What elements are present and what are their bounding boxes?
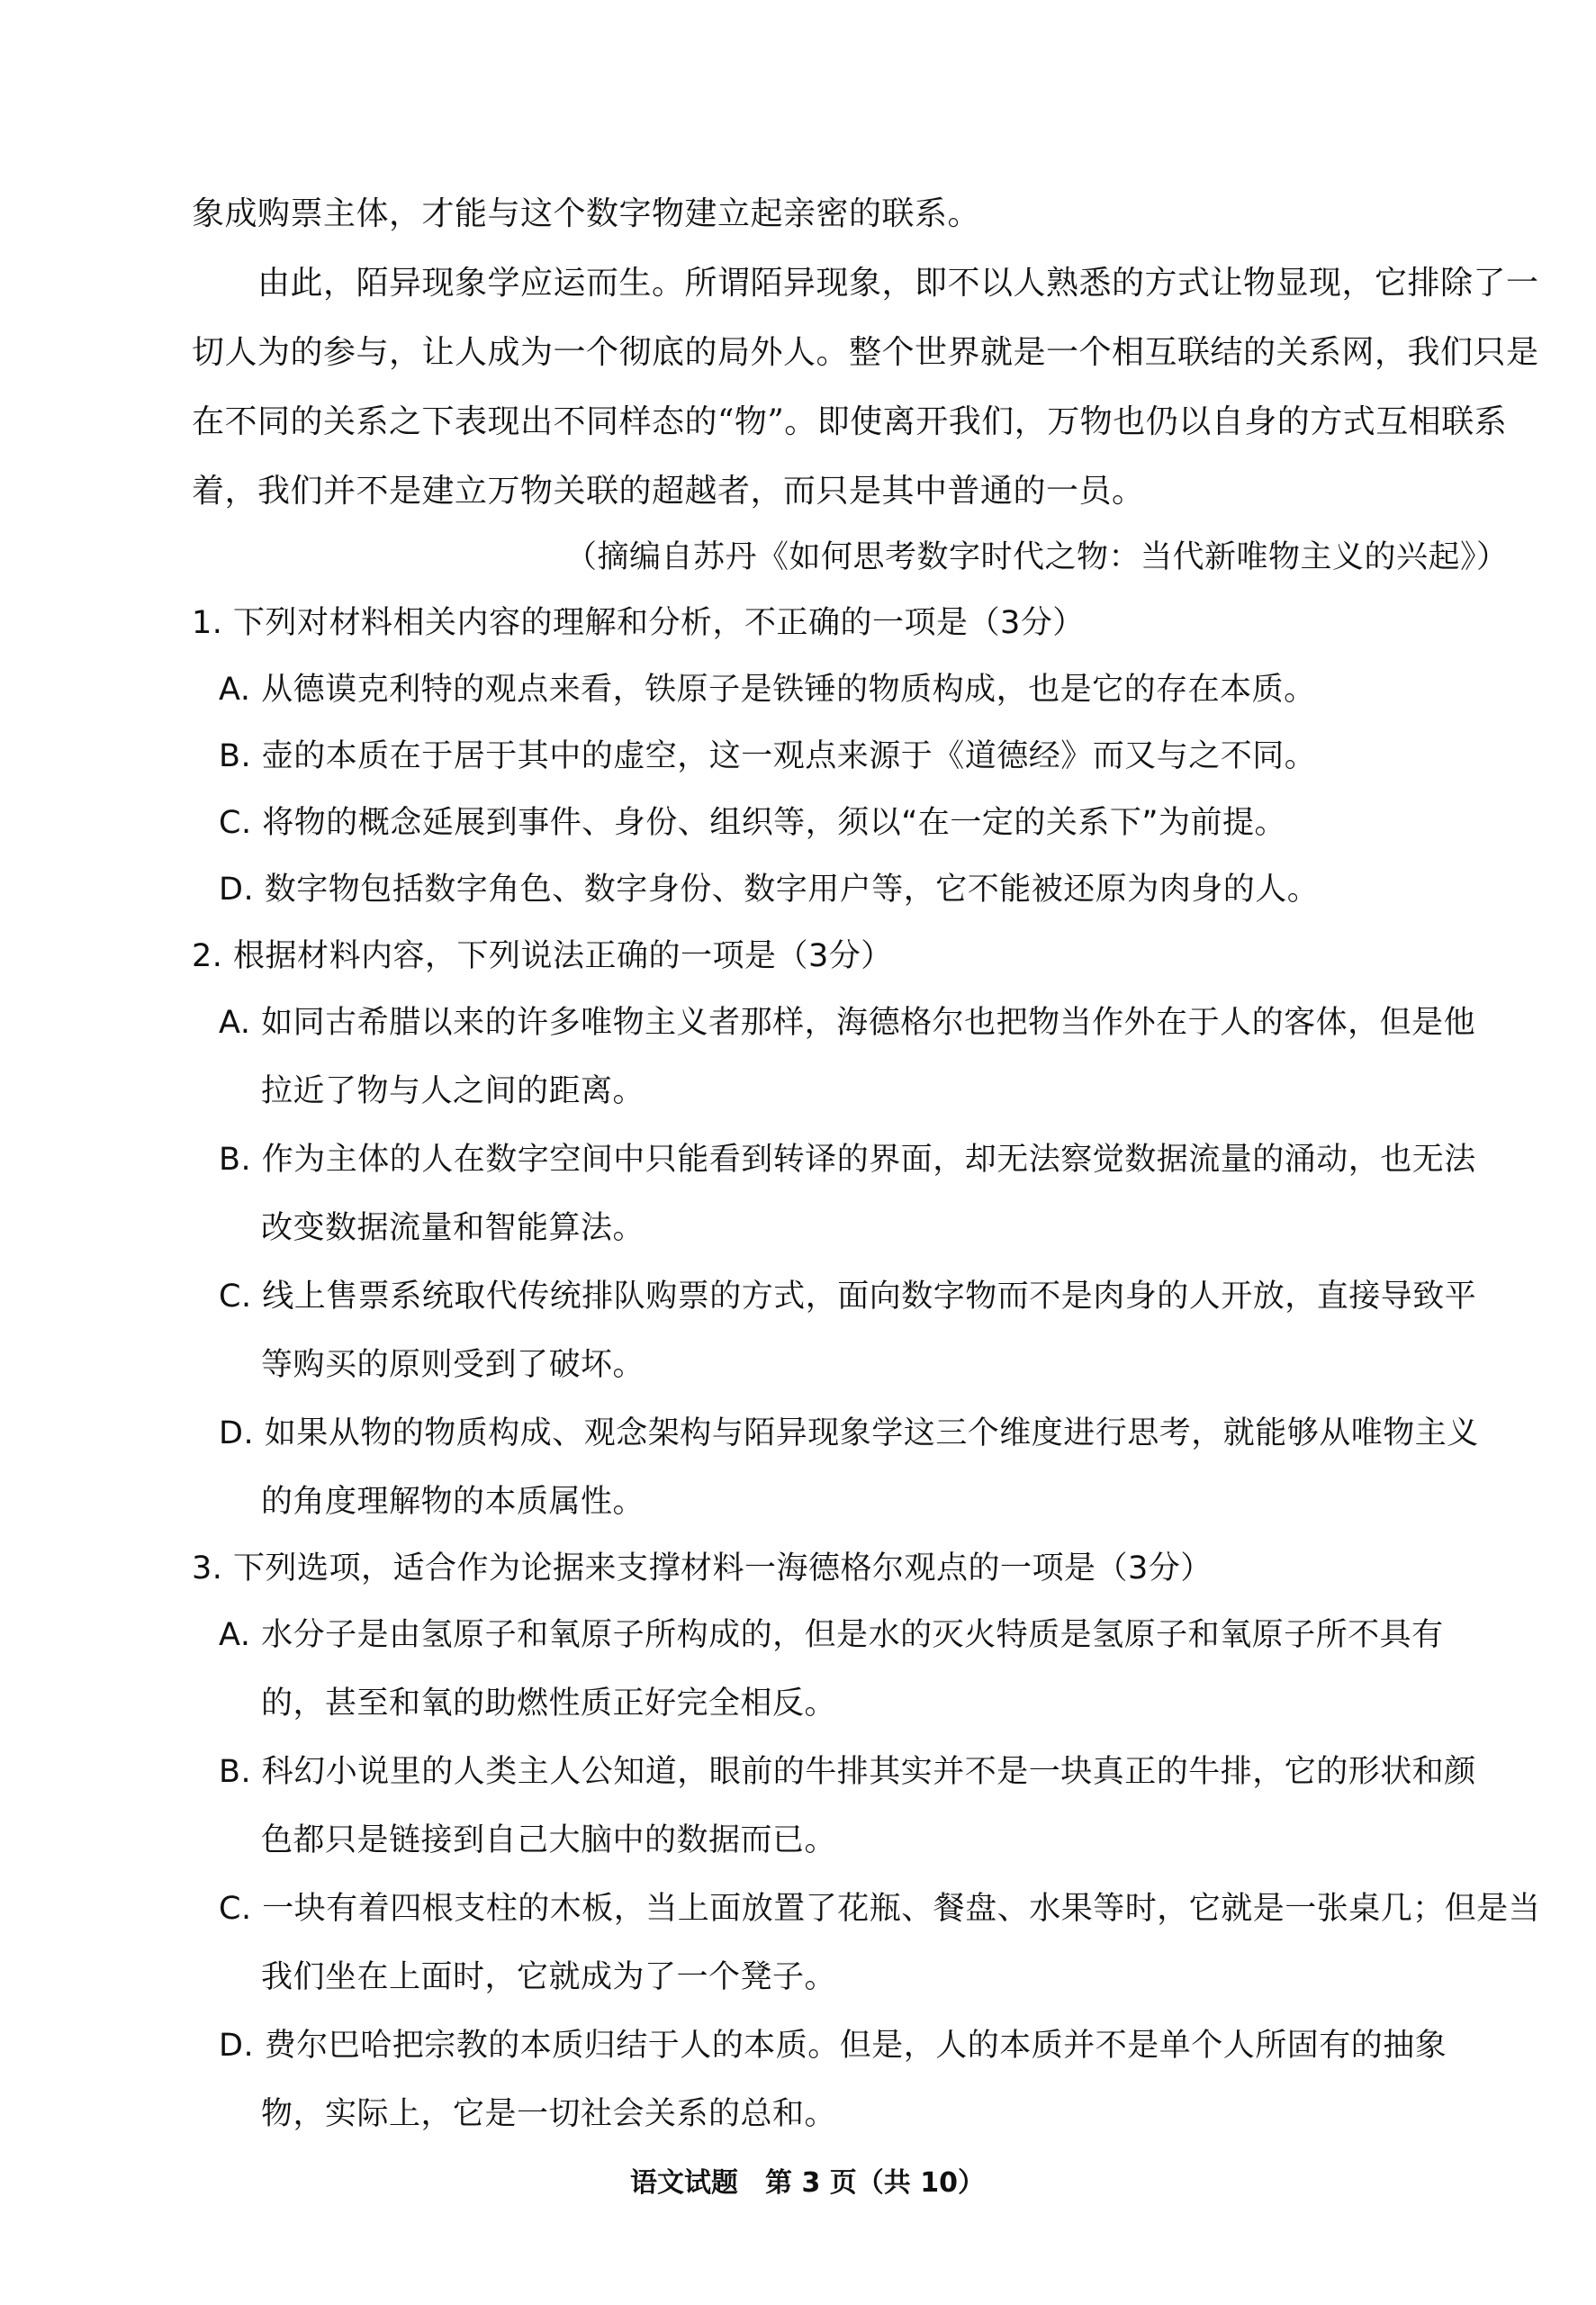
question-3-stem: 3. 下列选项，适合作为论据来支撑材料一海德格尔观点的一项是（3分） [192, 1550, 1213, 1586]
question-2-option-d-cont: 的角度理解物的本质属性。 [261, 1484, 645, 1520]
question-3-option-b: B. 科幻小说里的人类主人公知道，眼前的牛排其实并不是一块真正的牛排，它的形状和颜 [219, 1754, 1476, 1790]
question-1-option-a: A. 从德谟克利特的观点来看，铁原子是铁锤的物质构成，也是它的存在本质。 [219, 672, 1316, 708]
question-3-option-c-cont: 我们坐在上面时，它就成为了一个凳子。 [261, 1959, 837, 1995]
passage-line-2: 由此，陌异现象学应运而生。所谓陌异现象，即不以人熟悉的方式让物显现，它排除了一 [257, 265, 1539, 302]
question-3-option-d-cont: 物，实际上，它是一切社会关系的总和。 [261, 2096, 837, 2132]
passage-source: （摘编自苏丹《如何思考数字时代之物：当代新唯物主义的兴起》） [565, 539, 1509, 575]
passage-line-5: 着，我们并不是建立万物关联的超越者，而只是其中普通的一员。 [192, 473, 1145, 510]
question-2-option-d: D. 如果从物的物质构成、观念架构与陌异现象学这三个维度进行思考，就能够从唯物主义 [219, 1415, 1479, 1451]
question-2-option-a: A. 如同古希腊以来的许多唯物主义者那样，海德格尔也把物当作外在于人的客体，但是他 [219, 1005, 1476, 1041]
question-1-option-d: D. 数字物包括数字角色、数字身份、数字用户等，它不能被还原为肉身的人。 [219, 872, 1320, 908]
passage-line-3: 切人为的参与，让人成为一个彻底的局外人。整个世界就是一个相互联结的关系网，我们只是 [192, 334, 1539, 371]
question-1-stem: 1. 下列对材料相关内容的理解和分析，不正确的一项是（3分） [192, 605, 1085, 641]
question-3-option-c: C. 一块有着四根支柱的木板，当上面放置了花瓶、餐盘、水果等时，它就是一张桌几；但是当 [219, 1891, 1541, 1927]
question-3-option-b-cont: 色都只是链接到自己大脑中的数据而已。 [261, 1822, 837, 1858]
question-2-stem: 2. 根据材料内容，下列说法正确的一项是（3分） [192, 938, 893, 974]
question-2-option-b-cont: 改变数据流量和智能算法。 [261, 1210, 645, 1246]
question-1-option-b: B. 壶的本质在于居于其中的虚空，这一观点来源于《道德经》而又与之不同。 [219, 738, 1317, 774]
question-3-option-d: D. 费尔巴哈把宗教的本质归结于人的本质。但是，人的本质并不是单个人所固有的抽象 [219, 2028, 1447, 2064]
question-2-option-b: B. 作为主体的人在数字空间中只能看到转译的界面，却无法察觉数据流量的涌动，也无法 [219, 1142, 1476, 1178]
passage-line-1: 象成购票主体，才能与这个数字物建立起亲密的联系。 [192, 195, 981, 232]
question-3-option-a-cont: 的，甚至和氧的助燃性质正好完全相反。 [261, 1686, 837, 1722]
question-3-option-a: A. 水分子是由氢原子和氧原子所构成的，但是水的灭火特质是氢原子和氧原子所不具有 [219, 1617, 1444, 1653]
question-2-option-c: C. 线上售票系统取代传统排队购票的方式，面向数字物而不是肉身的人开放，直接导致平 [219, 1279, 1477, 1315]
passage-line-4: 在不同的关系之下表现出不同样态的“物”。即使离开我们，万物也仍以自身的方式互相联系 [192, 403, 1508, 440]
question-2-option-a-cont: 拉近了物与人之间的距离。 [261, 1073, 645, 1109]
page-footer: 语文试题 第 3 页（共 10） [630, 2167, 985, 2199]
question-1-option-c: C. 将物的概念延展到事件、身份、组织等，须以“在一定的关系下”为前提。 [219, 805, 1286, 841]
question-2-option-c-cont: 等购买的原则受到了破坏。 [261, 1347, 645, 1383]
